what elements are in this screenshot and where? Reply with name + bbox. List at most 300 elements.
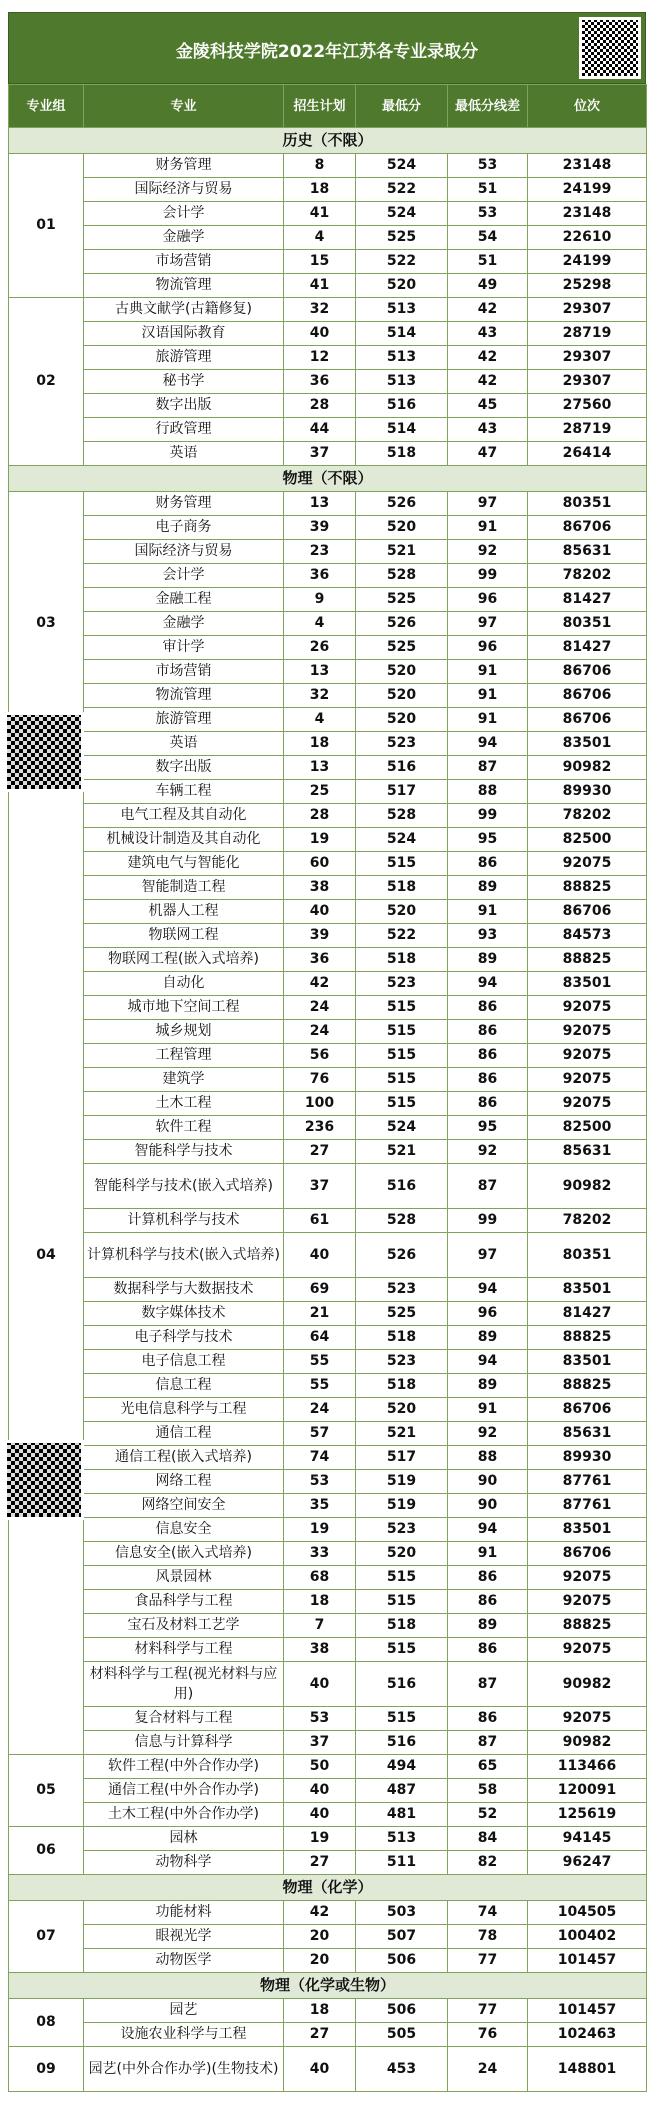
major-name: 信息安全(嵌入式培养): [84, 1542, 284, 1566]
rank: 92075: [528, 1068, 647, 1092]
min-score: 520: [356, 1542, 448, 1566]
plan-count: 60: [284, 852, 356, 876]
score-gap: 91: [448, 1542, 528, 1566]
major-name: 审计学: [84, 636, 284, 660]
rank: 85631: [528, 540, 647, 564]
rank: 29307: [528, 346, 647, 370]
plan-count: 40: [284, 1233, 356, 1278]
plan-count: 39: [284, 924, 356, 948]
min-score: 515: [356, 1044, 448, 1068]
rank: 92075: [528, 1092, 647, 1116]
major-name: 市场营销: [84, 660, 284, 684]
qr-code-icon: [4, 712, 84, 792]
score-gap: 99: [448, 804, 528, 828]
min-score: 520: [356, 900, 448, 924]
table-row: [9, 732, 647, 756]
rank: 80351: [528, 1233, 647, 1278]
score-gap: 82: [448, 1851, 528, 1875]
rank: 78202: [528, 564, 647, 588]
major-name: 风景园林: [84, 1566, 284, 1590]
min-score: 526: [356, 612, 448, 636]
section-label: 物理（化学）: [9, 1875, 647, 1901]
min-score: 517: [356, 780, 448, 804]
min-score: 515: [356, 1020, 448, 1044]
major-name: 园艺: [84, 1999, 284, 2023]
score-gap: 96: [448, 636, 528, 660]
score-gap: 74: [448, 1901, 528, 1925]
min-score: 487: [356, 1779, 448, 1803]
plan-count: 27: [284, 1140, 356, 1164]
major-name: 金融学: [84, 226, 284, 250]
plan-count: 18: [284, 178, 356, 202]
table-row: [9, 1374, 647, 1398]
score-gap: 86: [448, 852, 528, 876]
min-score: 514: [356, 322, 448, 346]
major-name: 市场营销: [84, 250, 284, 274]
rank: 82500: [528, 1116, 647, 1140]
section-row: [9, 1875, 647, 1901]
min-score: 514: [356, 418, 448, 442]
min-score: 520: [356, 684, 448, 708]
min-score: 526: [356, 492, 448, 516]
major-name: 金融工程: [84, 588, 284, 612]
table-row: [9, 852, 647, 876]
plan-count: 236: [284, 1116, 356, 1140]
min-score: 521: [356, 1422, 448, 1446]
table-row: [9, 274, 647, 298]
major-name: 通信工程(嵌入式培养): [84, 1446, 284, 1470]
rank: 148801: [528, 2047, 647, 2092]
rank: 120091: [528, 1779, 647, 1803]
rank: 86706: [528, 1542, 647, 1566]
min-score: 494: [356, 1755, 448, 1779]
table-row: [9, 298, 647, 322]
group-code: 05: [9, 1755, 84, 1827]
major-name: 机械设计制造及其自动化: [84, 828, 284, 852]
table-row: [9, 1044, 647, 1068]
rank: 88825: [528, 876, 647, 900]
score-gap: 76: [448, 2023, 528, 2047]
plan-count: 4: [284, 708, 356, 732]
major-name: 园林: [84, 1827, 284, 1851]
group-code: 09: [9, 2047, 84, 2092]
rank: 92075: [528, 1590, 647, 1614]
plan-count: 32: [284, 298, 356, 322]
major-name: 计算机科学与技术: [84, 1209, 284, 1233]
plan-count: 57: [284, 1422, 356, 1446]
plan-count: 8: [284, 154, 356, 178]
score-gap: 42: [448, 346, 528, 370]
score-gap: 86: [448, 1590, 528, 1614]
plan-count: 69: [284, 1278, 356, 1302]
plan-count: 74: [284, 1446, 356, 1470]
table-row: [9, 226, 647, 250]
rank: 28719: [528, 322, 647, 346]
major-name: 工程管理: [84, 1044, 284, 1068]
major-name: 通信工程(中外合作办学): [84, 1779, 284, 1803]
table-body: [9, 128, 647, 2092]
major-name: 汉语国际教育: [84, 322, 284, 346]
major-name: 计算机科学与技术(嵌入式培养): [84, 1233, 284, 1278]
group-code: 04: [9, 756, 84, 1755]
rank: 92075: [528, 1044, 647, 1068]
min-score: 524: [356, 154, 448, 178]
rank: 80351: [528, 492, 647, 516]
min-score: 524: [356, 828, 448, 852]
min-score: 526: [356, 1233, 448, 1278]
table-row: [9, 1278, 647, 1302]
table-row: [9, 828, 647, 852]
qr-code-icon: [579, 17, 641, 79]
score-gap: 87: [448, 1731, 528, 1755]
table-row: [9, 900, 647, 924]
min-score: 520: [356, 1398, 448, 1422]
major-name: 车辆工程: [84, 780, 284, 804]
min-score: 515: [356, 1638, 448, 1662]
table-row: [9, 1999, 647, 2023]
score-gap: 97: [448, 492, 528, 516]
group-code: 06: [9, 1827, 84, 1875]
table-row: [9, 1851, 647, 1875]
table-header-row: [9, 85, 647, 128]
min-score: 528: [356, 564, 448, 588]
rank: 100402: [528, 1925, 647, 1949]
min-score: 516: [356, 1731, 448, 1755]
section-row: [9, 128, 647, 154]
group-code: 03: [9, 492, 84, 756]
plan-count: 36: [284, 564, 356, 588]
min-score: 523: [356, 1518, 448, 1542]
qr-code-icon: [4, 1440, 84, 1520]
plan-count: 40: [284, 2047, 356, 2092]
plan-count: 40: [284, 1662, 356, 1707]
plan-count: 13: [284, 492, 356, 516]
table-row: [9, 540, 647, 564]
major-name: 国际经济与贸易: [84, 178, 284, 202]
plan-count: 37: [284, 442, 356, 466]
score-gap: 77: [448, 1999, 528, 2023]
table-row: [9, 1925, 647, 1949]
score-gap: 53: [448, 202, 528, 226]
min-score: 521: [356, 1140, 448, 1164]
min-score: 513: [356, 298, 448, 322]
plan-count: 35: [284, 1494, 356, 1518]
plan-count: 42: [284, 972, 356, 996]
min-score: 516: [356, 1662, 448, 1707]
major-name: 材料科学与工程(视光材料与应用): [84, 1662, 284, 1707]
major-name: 英语: [84, 442, 284, 466]
table-row: [9, 322, 647, 346]
score-gap: 58: [448, 1779, 528, 1803]
min-score: 520: [356, 708, 448, 732]
table-row: [9, 1494, 647, 1518]
min-score: 528: [356, 1209, 448, 1233]
table-row: [9, 1803, 647, 1827]
table-row: [9, 948, 647, 972]
major-name: 动物科学: [84, 1851, 284, 1875]
min-score: 522: [356, 250, 448, 274]
rank: 28719: [528, 418, 647, 442]
table-row: [9, 780, 647, 804]
table-row: [9, 588, 647, 612]
table-row: [9, 1827, 647, 1851]
min-score: 519: [356, 1470, 448, 1494]
rank: 88825: [528, 1326, 647, 1350]
group-code: 07: [9, 1901, 84, 1973]
plan-count: 64: [284, 1326, 356, 1350]
min-score: 523: [356, 972, 448, 996]
major-name: 园艺(中外合作办学)(生物技术): [84, 2047, 284, 2092]
score-gap: 94: [448, 1350, 528, 1374]
rank: 89930: [528, 1446, 647, 1470]
major-name: 宝石及材料工艺学: [84, 1614, 284, 1638]
major-name: 物联网工程(嵌入式培养): [84, 948, 284, 972]
table-row: [9, 1779, 647, 1803]
score-gap: 89: [448, 876, 528, 900]
table-row: [9, 2047, 647, 2092]
table-row: [9, 1164, 647, 1209]
table-row: [9, 1068, 647, 1092]
score-gap: 94: [448, 732, 528, 756]
plan-count: 23: [284, 540, 356, 564]
table-row: [9, 1542, 647, 1566]
score-gap: 89: [448, 1614, 528, 1638]
major-name: 城市地下空间工程: [84, 996, 284, 1020]
plan-count: 18: [284, 732, 356, 756]
rank: 27560: [528, 394, 647, 418]
score-gap: 24: [448, 2047, 528, 2092]
table-row: [9, 660, 647, 684]
min-score: 506: [356, 1999, 448, 2023]
min-score: 528: [356, 804, 448, 828]
plan-count: 13: [284, 756, 356, 780]
page-title: 金陵科技学院2022年江苏各专业录取分: [175, 42, 479, 62]
score-gap: 96: [448, 1302, 528, 1326]
section-label: 物理（化学或生物）: [9, 1973, 647, 1999]
major-name: 功能材料: [84, 1901, 284, 1925]
rank: 23148: [528, 202, 647, 226]
table-row: [9, 1140, 647, 1164]
plan-count: 76: [284, 1068, 356, 1092]
header-score-gap: 最低分线差: [448, 85, 528, 128]
rank: 83501: [528, 732, 647, 756]
section-label: 历史（不限）: [9, 128, 647, 154]
table-row: [9, 1470, 647, 1494]
plan-count: 38: [284, 876, 356, 900]
rank: 101457: [528, 1949, 647, 1973]
table-row: [9, 972, 647, 996]
major-name: 会计学: [84, 202, 284, 226]
min-score: 515: [356, 1068, 448, 1092]
rank: 29307: [528, 298, 647, 322]
plan-count: 13: [284, 660, 356, 684]
score-gap: 91: [448, 516, 528, 540]
table-row: [9, 924, 647, 948]
score-gap: 92: [448, 1140, 528, 1164]
score-gap: 88: [448, 780, 528, 804]
min-score: 505: [356, 2023, 448, 2047]
score-gap: 86: [448, 1044, 528, 1068]
plan-count: 41: [284, 202, 356, 226]
min-score: 522: [356, 924, 448, 948]
rank: 90982: [528, 1164, 647, 1209]
major-name: 自动化: [84, 972, 284, 996]
plan-count: 25: [284, 780, 356, 804]
plan-count: 40: [284, 322, 356, 346]
min-score: 515: [356, 1092, 448, 1116]
score-gap: 89: [448, 948, 528, 972]
min-score: 513: [356, 346, 448, 370]
score-table: [8, 84, 647, 2092]
rank: 83501: [528, 1350, 647, 1374]
score-gap: 86: [448, 1020, 528, 1044]
major-name: 财务管理: [84, 154, 284, 178]
plan-count: 40: [284, 1803, 356, 1827]
score-gap: 97: [448, 612, 528, 636]
score-gap: 94: [448, 1518, 528, 1542]
table-row: [9, 370, 647, 394]
plan-count: 44: [284, 418, 356, 442]
score-gap: 92: [448, 1422, 528, 1446]
rank: 96247: [528, 1851, 647, 1875]
rank: 88825: [528, 1614, 647, 1638]
table-row: [9, 418, 647, 442]
major-name: 机器人工程: [84, 900, 284, 924]
min-score: 518: [356, 1614, 448, 1638]
rank: 81427: [528, 636, 647, 660]
major-name: 信息工程: [84, 1374, 284, 1398]
major-name: 数字出版: [84, 756, 284, 780]
plan-count: 12: [284, 346, 356, 370]
plan-count: 18: [284, 1590, 356, 1614]
min-score: 519: [356, 1494, 448, 1518]
min-score: 515: [356, 1707, 448, 1731]
section-label: 物理（不限）: [9, 466, 647, 492]
plan-count: 24: [284, 996, 356, 1020]
score-gap: 86: [448, 1068, 528, 1092]
min-score: 513: [356, 1827, 448, 1851]
score-gap: 53: [448, 154, 528, 178]
score-gap: 99: [448, 1209, 528, 1233]
table-row: [9, 1662, 647, 1707]
min-score: 525: [356, 1302, 448, 1326]
table-row: [9, 1116, 647, 1140]
table-row: [9, 1446, 647, 1470]
plan-count: 55: [284, 1350, 356, 1374]
header-rank: 位次: [528, 85, 647, 128]
plan-count: 18: [284, 1999, 356, 2023]
table-row: [9, 202, 647, 226]
major-name: 旅游管理: [84, 346, 284, 370]
score-gap: 91: [448, 708, 528, 732]
min-score: 521: [356, 540, 448, 564]
score-gap: 47: [448, 442, 528, 466]
table-row: [9, 564, 647, 588]
plan-count: 24: [284, 1398, 356, 1422]
score-gap: 86: [448, 1707, 528, 1731]
table-row: [9, 1731, 647, 1755]
major-name: 旅游管理: [84, 708, 284, 732]
score-gap: 96: [448, 588, 528, 612]
rank: 125619: [528, 1803, 647, 1827]
rank: 90982: [528, 756, 647, 780]
score-gap: 42: [448, 370, 528, 394]
plan-count: 56: [284, 1044, 356, 1068]
score-gap: 51: [448, 250, 528, 274]
min-score: 522: [356, 178, 448, 202]
score-gap: 49: [448, 274, 528, 298]
table-row: [9, 1707, 647, 1731]
score-gap: 91: [448, 1398, 528, 1422]
rank: 88825: [528, 1374, 647, 1398]
major-name: 眼视光学: [84, 1925, 284, 1949]
min-score: 507: [356, 1925, 448, 1949]
table-row: [9, 684, 647, 708]
plan-count: 15: [284, 250, 356, 274]
major-name: 电子科学与技术: [84, 1326, 284, 1350]
score-gap: 94: [448, 1278, 528, 1302]
score-gap: 45: [448, 394, 528, 418]
score-gap: 65: [448, 1755, 528, 1779]
major-name: 土木工程(中外合作办学): [84, 1803, 284, 1827]
plan-count: 27: [284, 1851, 356, 1875]
header-min-score: 最低分: [356, 85, 448, 128]
plan-count: 41: [284, 274, 356, 298]
table-row: [9, 1422, 647, 1446]
table-row: [9, 1590, 647, 1614]
plan-count: 27: [284, 2023, 356, 2047]
rank: 86706: [528, 1398, 647, 1422]
major-name: 软件工程: [84, 1116, 284, 1140]
rank: 101457: [528, 1999, 647, 2023]
plan-count: 7: [284, 1614, 356, 1638]
plan-count: 40: [284, 900, 356, 924]
major-name: 行政管理: [84, 418, 284, 442]
rank: 113466: [528, 1755, 647, 1779]
min-score: 523: [356, 1278, 448, 1302]
plan-count: 42: [284, 1901, 356, 1925]
table-row: [9, 1209, 647, 1233]
plan-count: 19: [284, 1518, 356, 1542]
rank: 90982: [528, 1731, 647, 1755]
plan-count: 4: [284, 226, 356, 250]
score-gap: 87: [448, 756, 528, 780]
table-row: [9, 346, 647, 370]
plan-count: 32: [284, 684, 356, 708]
min-score: 525: [356, 636, 448, 660]
min-score: 524: [356, 1116, 448, 1140]
min-score: 453: [356, 2047, 448, 2092]
min-score: 523: [356, 1350, 448, 1374]
table-row: [9, 394, 647, 418]
min-score: 516: [356, 394, 448, 418]
score-gap: 86: [448, 1638, 528, 1662]
major-name: 智能制造工程: [84, 876, 284, 900]
rank: 92075: [528, 852, 647, 876]
major-name: 食品科学与工程: [84, 1590, 284, 1614]
min-score: 520: [356, 516, 448, 540]
plan-count: 36: [284, 948, 356, 972]
plan-count: 38: [284, 1638, 356, 1662]
rank: 104505: [528, 1901, 647, 1925]
table-row: [9, 756, 647, 780]
major-name: 网络空间安全: [84, 1494, 284, 1518]
plan-count: 53: [284, 1707, 356, 1731]
min-score: 518: [356, 948, 448, 972]
table-row: [9, 708, 647, 732]
score-gap: 87: [448, 1662, 528, 1707]
rank: 90982: [528, 1662, 647, 1707]
